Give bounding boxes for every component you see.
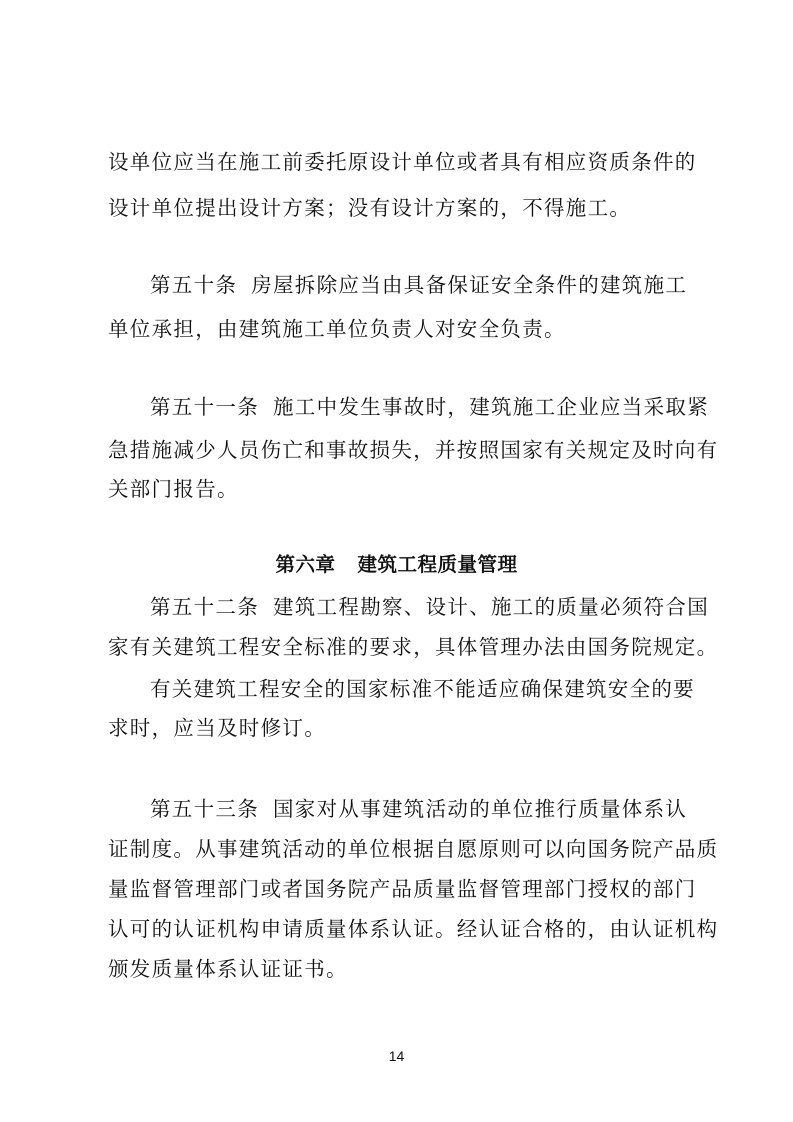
chapter-number: 第六章 <box>275 553 336 576</box>
article-number: 第五十三条 <box>150 797 259 821</box>
paragraph-line: 设计单位提出设计方案；没有设计方案的，不得施工。 <box>108 196 632 220</box>
paragraph-line: 求时，应当及时修订。 <box>108 716 326 740</box>
paragraph-line: 家有关建筑工程安全标准的要求，具体管理办法由国务院规定。 <box>108 635 719 659</box>
paragraph-line: 证制度。从事建筑活动的单位根据自愿原则可以向国务院产品质 <box>108 837 719 861</box>
paragraph-line: 急措施减少人员伤亡和事故损失，并按照国家有关规定及时向有 <box>108 438 719 462</box>
paragraph-line: 关部门报告。 <box>108 477 239 501</box>
paragraph-line: 设单位应当在施工前委托原设计单位或者具有相应资质条件的 <box>108 150 697 174</box>
article-number: 第五十条 <box>150 273 238 297</box>
article-text: 房屋拆除应当由具备保证安全条件的建筑施工 <box>251 273 688 297</box>
article-52-first-line <box>150 593 709 621</box>
article-text: 施工中发生事故时，建筑施工企业应当采取紧 <box>273 395 709 419</box>
article-number: 第五十一条 <box>150 395 259 419</box>
article-50-first-line <box>150 271 693 299</box>
chapter-title: 建筑工程质量管理 <box>357 553 518 576</box>
article-51-first-line <box>150 393 709 421</box>
article-number: 第五十二条 <box>150 595 259 619</box>
paragraph-line: 量监督管理部门或者国务院产品质量监督管理部门授权的部门 <box>108 877 697 901</box>
article-text: 国家对从事建筑活动的单位推行质量体系认 <box>273 797 688 821</box>
page-number: 14 <box>388 1048 405 1064</box>
paragraph-line: 颁发质量体系认证证书。 <box>108 957 348 981</box>
article-text: 建筑工程勘察、设计、施工的质量必须符合国 <box>273 595 709 619</box>
chapter-heading <box>0 551 793 579</box>
paragraph-line: 有关建筑工程安全的国家标准不能适应确保建筑安全的要 <box>150 677 695 701</box>
article-53-first-line <box>150 795 693 823</box>
paragraph-line: 单位承担，由建筑施工单位负责人对安全负责。 <box>108 317 566 341</box>
paragraph-line: 认可的认证机构申请质量体系认证。经认证合格的，由认证机构 <box>108 917 719 941</box>
